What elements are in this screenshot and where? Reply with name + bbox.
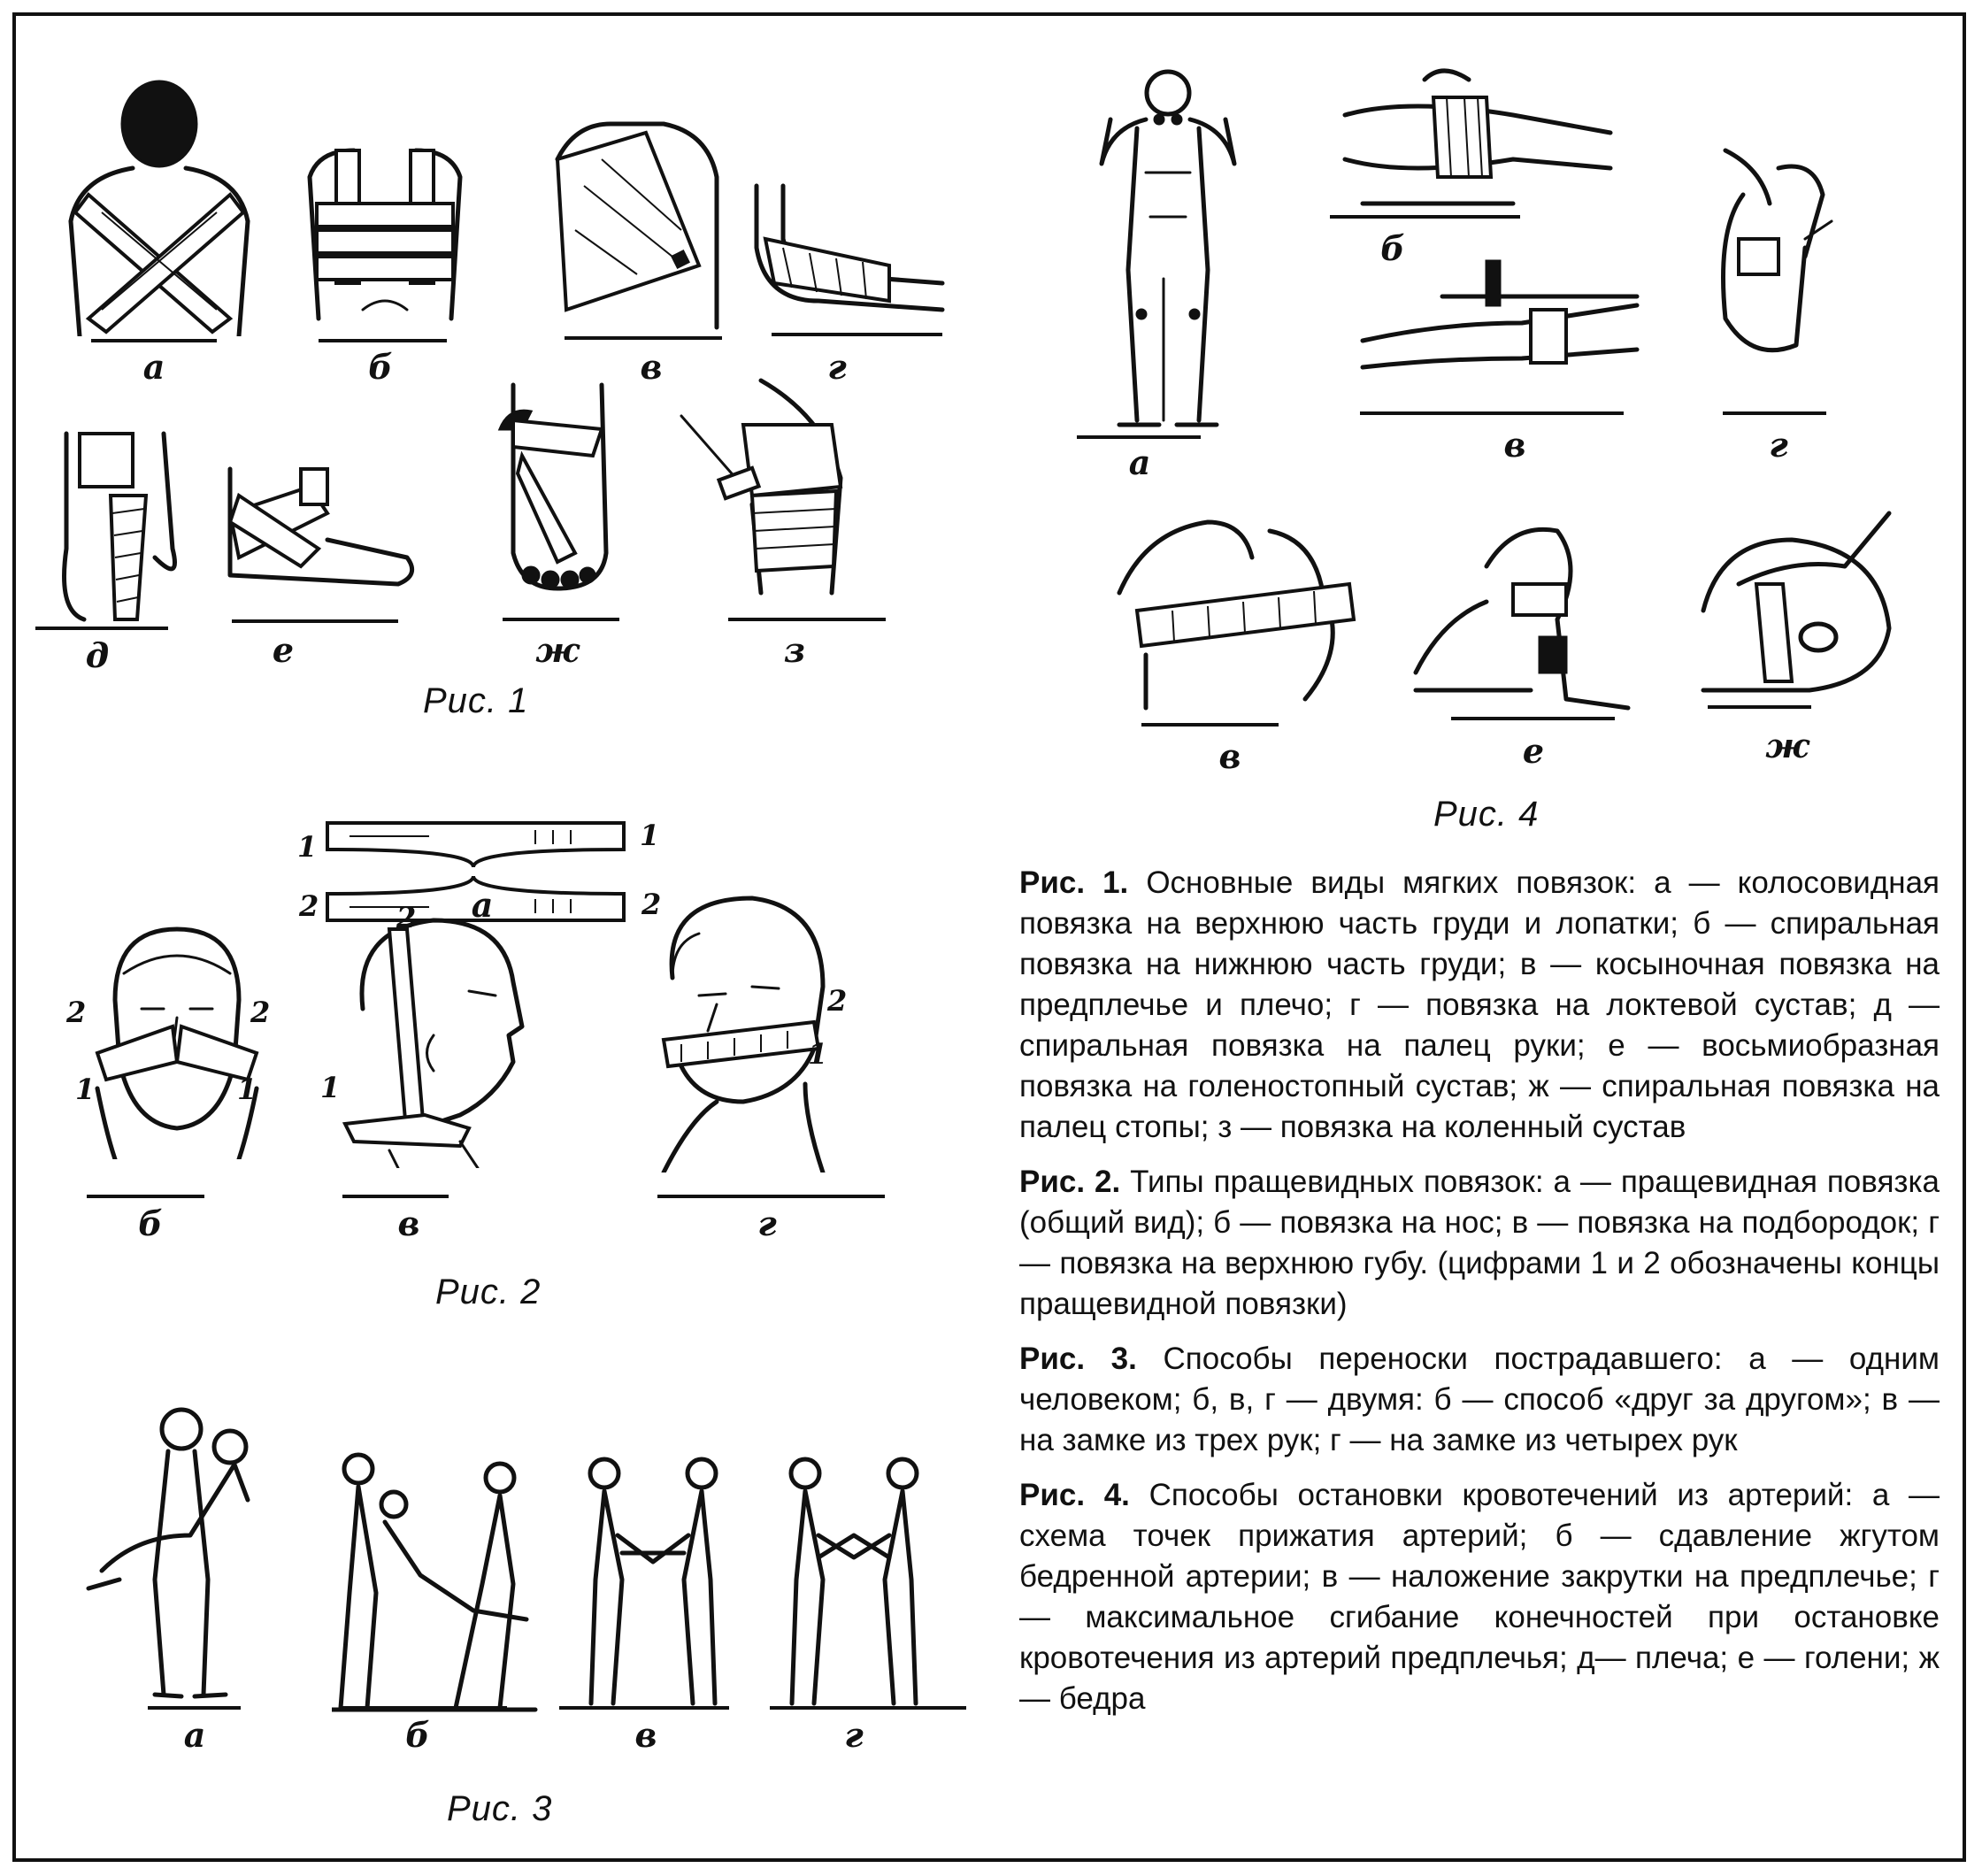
baseline — [503, 618, 619, 621]
legend-fig4-title: Рис. 4. — [1019, 1478, 1130, 1512]
label-4a: а — [1128, 442, 1151, 482]
baseline — [342, 1195, 449, 1198]
baseline — [1708, 705, 1811, 709]
illustration-toe-bandage — [496, 376, 619, 597]
label-4g: г — [1769, 425, 1788, 465]
end-number-1: 1 — [297, 830, 318, 864]
baseline — [35, 627, 168, 630]
figure-1-caption: Рис. 1 — [423, 681, 529, 720]
legend-fig2-text: Типы пращевидных повязок: а — пращевидная повязка (общий вид); б — повязка на нос; в — повязка на подбородок; г — повязка на верхнюю губу. (цифрами 1 и 2 обозначены концы пращевидной повязки) — [1019, 1165, 1940, 1321]
label-4e: е — [1522, 731, 1545, 771]
illustration-spica-bandage-chest — [53, 71, 265, 336]
label-3a: а — [183, 1715, 206, 1755]
label-1zh: ж — [535, 630, 580, 670]
legend-fig3 — [1019, 1339, 1940, 1461]
label-4b: б — [1380, 228, 1405, 268]
baseline — [1077, 435, 1201, 439]
end-number-2: 2 — [827, 984, 848, 1018]
label-1a: а — [142, 347, 165, 387]
illustration-one-person-carry — [84, 1403, 261, 1703]
illustration-four-hand-seat — [774, 1456, 933, 1712]
label-1d: д — [85, 635, 110, 675]
end-number-1: 1 — [640, 819, 660, 852]
legend-fig1-title: Рис. 1. — [1019, 865, 1129, 900]
end-number-2: 2 — [250, 996, 271, 1029]
end-number-1: 1 — [320, 1071, 341, 1104]
illustration-nose-bandage — [88, 920, 265, 1159]
label-4v: в — [1503, 425, 1526, 465]
illustration-knee-bandage — [672, 372, 849, 602]
label-2g: г — [757, 1203, 777, 1243]
label-2b: б — [138, 1203, 163, 1243]
end-number-2: 2 — [66, 996, 87, 1029]
baseline — [1451, 717, 1615, 720]
end-number-2: 2 — [299, 889, 319, 923]
illustration-femoral-tourniquet — [1336, 62, 1619, 212]
label-1b: б — [368, 347, 393, 387]
baseline — [565, 336, 722, 340]
legend-fig1-text: Основные виды мягких повязок: а — колосовидная повязка на верхнюю часть груди и лопатки; б — спиральная повязка на нижнюю часть груди; в — косыночная повязка на предплечье и плечо; г — повязка на локтевой сустав; д — спиральная повязка на палец руки; е — восьмиобразная повязка на голеностопный сустав; ж — спиральная повязка на палец стопы; з — повязка на коленный сустав — [1019, 865, 1940, 1144]
illustration-shoulder-flexion — [1110, 504, 1376, 717]
illustration-hip-flexion — [1686, 504, 1898, 708]
baseline — [341, 1706, 507, 1710]
baseline — [559, 1706, 729, 1710]
baseline — [148, 1706, 241, 1710]
illustration-upper-lip-bandage — [637, 889, 849, 1172]
label-3b: б — [405, 1715, 430, 1755]
legend-fig4 — [1019, 1475, 1940, 1719]
label-1v: в — [640, 347, 663, 387]
legend-fig2 — [1019, 1162, 1940, 1325]
end-number-2: 2 — [396, 901, 417, 934]
illustration-three-hand-seat — [573, 1456, 733, 1712]
end-number-1: 1 — [237, 1073, 257, 1106]
illustration-triangular-sling — [540, 106, 734, 336]
illustration-two-person-carry-one-behind-other — [332, 1451, 544, 1717]
label-2a: а — [471, 885, 494, 925]
legend-fig4-text: Способы остановки кровотечений из артерий: а — схема точек прижатия артерий; б — сдавление жгутом бедренной артерии; в — наложение закрутки на предплечье; г — максимальное сгибание конечностей при остановке кровотечения из артерий предплечья; д— плеча; е — голени; ж — бедра — [1019, 1478, 1940, 1716]
illustration-spiral-bandage-chest — [292, 142, 478, 327]
label-1e: е — [272, 630, 295, 670]
baseline — [770, 1706, 966, 1710]
baseline — [728, 618, 886, 621]
baseline — [319, 339, 447, 342]
legend-fig2-title: Рис. 2. — [1019, 1165, 1121, 1199]
end-number-2: 2 — [641, 888, 662, 921]
label-1z: з — [783, 630, 806, 670]
baseline — [87, 1195, 204, 1198]
baseline — [1330, 215, 1520, 219]
illustration-ankle-bandage — [221, 460, 425, 593]
label-1g: г — [827, 347, 847, 387]
illustration-knee-flexion — [1407, 513, 1637, 717]
illustration-forearm-flexion — [1708, 142, 1840, 363]
illustration-twist-tourniquet-forearm — [1354, 243, 1646, 376]
baseline — [1141, 723, 1279, 727]
legend-fig3-text: Способы переноски пострадавшего: а — одним человеком; б, в, г — двумя: б — способ «друг за другом»; в — на замке из трех рук; г — на замке из четырех рук — [1019, 1342, 1940, 1457]
label-4d: в — [1218, 736, 1241, 776]
end-number-1: 1 — [808, 1037, 828, 1071]
illustration-artery-pressure-points — [1075, 66, 1261, 429]
label-2v: в — [397, 1203, 420, 1243]
baseline — [232, 619, 398, 623]
legend-fig1 — [1019, 863, 1940, 1148]
baseline — [772, 333, 942, 336]
legend-fig3-title: Рис. 3. — [1019, 1342, 1137, 1376]
label-3g: г — [844, 1715, 864, 1755]
illustration-finger-bandage — [49, 416, 181, 628]
baseline — [657, 1195, 885, 1198]
figure-legend — [1019, 863, 1940, 1734]
end-number-1: 1 — [75, 1073, 96, 1106]
illustration-elbow-bandage — [748, 177, 951, 319]
label-4zh: ж — [1765, 726, 1809, 765]
figure-4-caption: Рис. 4 — [1433, 795, 1540, 834]
baseline — [91, 339, 217, 342]
figure-3-caption: Рис. 3 — [447, 1789, 553, 1828]
baseline — [1723, 411, 1826, 415]
label-3v: в — [634, 1715, 657, 1755]
baseline — [1360, 411, 1624, 415]
illustration-chin-bandage — [336, 911, 531, 1168]
figure-2-caption: Рис. 2 — [435, 1272, 542, 1311]
